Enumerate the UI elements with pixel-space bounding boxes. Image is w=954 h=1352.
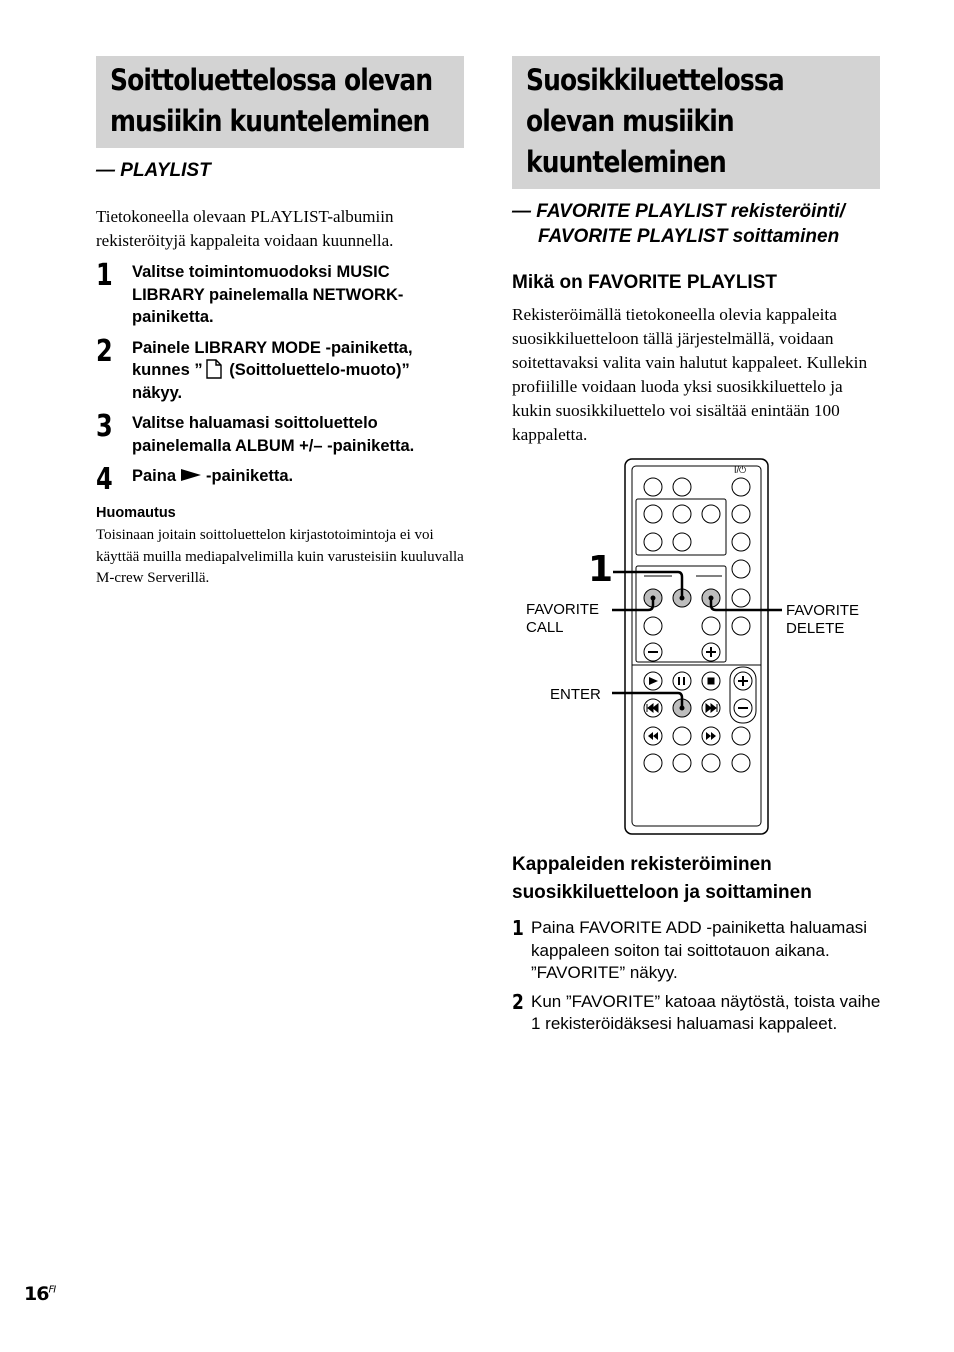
remote-button (644, 505, 662, 523)
step-text (132, 465, 293, 488)
step-number: 3 (96, 409, 113, 444)
step-4 (96, 462, 464, 497)
remote-button (673, 754, 691, 772)
right-column (512, 56, 880, 447)
left-intro: Tietokoneella olevaan PLAYLIST-albumiin rekisteröityjä kappaleita voidaan kuunnella. (96, 207, 394, 250)
remote-button (644, 754, 662, 772)
right-title-box (512, 56, 880, 189)
right-title-line-3: kuunteleminen (526, 145, 726, 179)
registration-step-2 (512, 991, 888, 1036)
remote-button (673, 505, 691, 523)
left-title-box (96, 56, 464, 148)
registration-heading-line-1: Kappaleiden rekisteröiminen (512, 854, 772, 875)
remote-button (702, 505, 720, 523)
registration-section (512, 851, 888, 1042)
step-line: Paina FAVORITE ADD -painiketta haluamasi kappaleen soiton tai soittotauon aikana. (531, 918, 868, 960)
stop-icon (708, 678, 715, 685)
note-text: Toisinaan joitain soittoluettelon kirjastotoimintoja ei voi käyttää muilla mediapalvelimilla kuin varusteisiin kuuluvalla M-crew Serverillä. (96, 527, 464, 586)
enter-label: ENTER (550, 686, 601, 703)
step-number: 1 (96, 258, 113, 293)
step-1 (96, 258, 464, 329)
step-text-part-b: -painiketta. (206, 467, 294, 485)
left-title-line-1: Soittoluettelossa olevan (110, 63, 433, 97)
remote-button (644, 617, 662, 635)
power-button (732, 478, 750, 496)
right-subtitle-line-2: FAVORITE PLAYLIST soittaminen (538, 226, 840, 247)
remote-button (702, 754, 720, 772)
step-2 (96, 333, 464, 405)
step-3 (96, 409, 464, 457)
remote-button (673, 533, 691, 551)
remote-button (732, 727, 750, 745)
page-number-suffix: FI (48, 1284, 56, 1296)
step-text (531, 991, 888, 1036)
step-text: Valitse toimintomuodoksi MUSIC LIBRARY painelemalla NETWORK-painiketta. (132, 263, 404, 326)
note-title: Huomautus (96, 505, 176, 521)
remote-control-diagram (512, 456, 888, 840)
remote-button (644, 478, 662, 496)
document-icon (206, 359, 222, 379)
remote-button (732, 533, 750, 551)
right-subtitle (512, 199, 880, 249)
favorite-call-label-1: FAVORITE (526, 601, 600, 618)
remote-button (732, 505, 750, 523)
step-text-part-b: (Soittoluettelo-muoto)” näkyy. (132, 361, 410, 402)
right-subtitle-line-1: — FAVORITE PLAYLIST rekisteröinti/ (512, 201, 845, 222)
step-number: 1 (512, 916, 524, 940)
registration-step-1 (512, 917, 888, 985)
pause-button (673, 672, 691, 690)
remote-button (673, 478, 691, 496)
step-number: 2 (512, 989, 524, 1014)
power-label: I/⏻ (734, 465, 747, 475)
left-subtitle: — PLAYLIST (96, 160, 211, 181)
remote-button (673, 727, 691, 745)
step-text: Valitse haluamasi soittoluettelo painelemalla ALBUM +/– -painiketta. (132, 414, 415, 455)
favorite-call-label-2: CALL (526, 619, 564, 636)
remote-button (732, 560, 750, 578)
play-icon (180, 468, 202, 482)
step-line: ”FAVORITE” näkyy. (531, 963, 678, 982)
page-number (24, 1283, 55, 1305)
step-text-part-a: Paina (132, 467, 177, 485)
right-title-line-2: olevan musiikin (526, 104, 734, 138)
remote-button (702, 617, 720, 635)
callout-number: 1 (588, 549, 614, 590)
left-title-line-2: musiikin kuunteleminen (110, 104, 430, 138)
registration-heading-line-2: suosikkiluetteloon ja soittaminen (512, 882, 812, 903)
favorite-delete-label-1: FAVORITE (786, 602, 860, 619)
remote-button (732, 617, 750, 635)
step-text (132, 337, 464, 405)
left-column (96, 56, 464, 590)
step-text-part-a: Painele LIBRARY MODE -painiketta, kunnes ” (132, 338, 413, 379)
favorite-delete-label-2: DELETE (786, 620, 845, 637)
favorite-playlist-text: Rekisteröimällä tietokoneella olevia kappaleita suosikkiluetteloon tällä järjestelmällä, voidaan soitettavaksi valita vain halutut kappaleet. Kullekin profiilille voidaan luoda yksi suosikkiluettelo ja kukin suosikkiluettelo voi sisältää enintään 100 kappaletta. (512, 305, 868, 444)
right-title-line-1: Suosikkiluettelossa (526, 63, 784, 97)
step-number: 2 (96, 333, 113, 369)
step-number: 4 (96, 462, 113, 497)
remote-button (644, 533, 662, 551)
step-line: Kun ”FAVORITE” katoaa näytöstä, toista vaihe 1 rekisteröidäksesi haluamasi kappaleet. (531, 991, 881, 1033)
step-text (531, 917, 888, 985)
favorite-playlist-heading: Mikä on FAVORITE PLAYLIST (512, 272, 777, 293)
page-number-value: 16 (24, 1283, 49, 1305)
remote-button (732, 589, 750, 607)
remote-button (732, 754, 750, 772)
